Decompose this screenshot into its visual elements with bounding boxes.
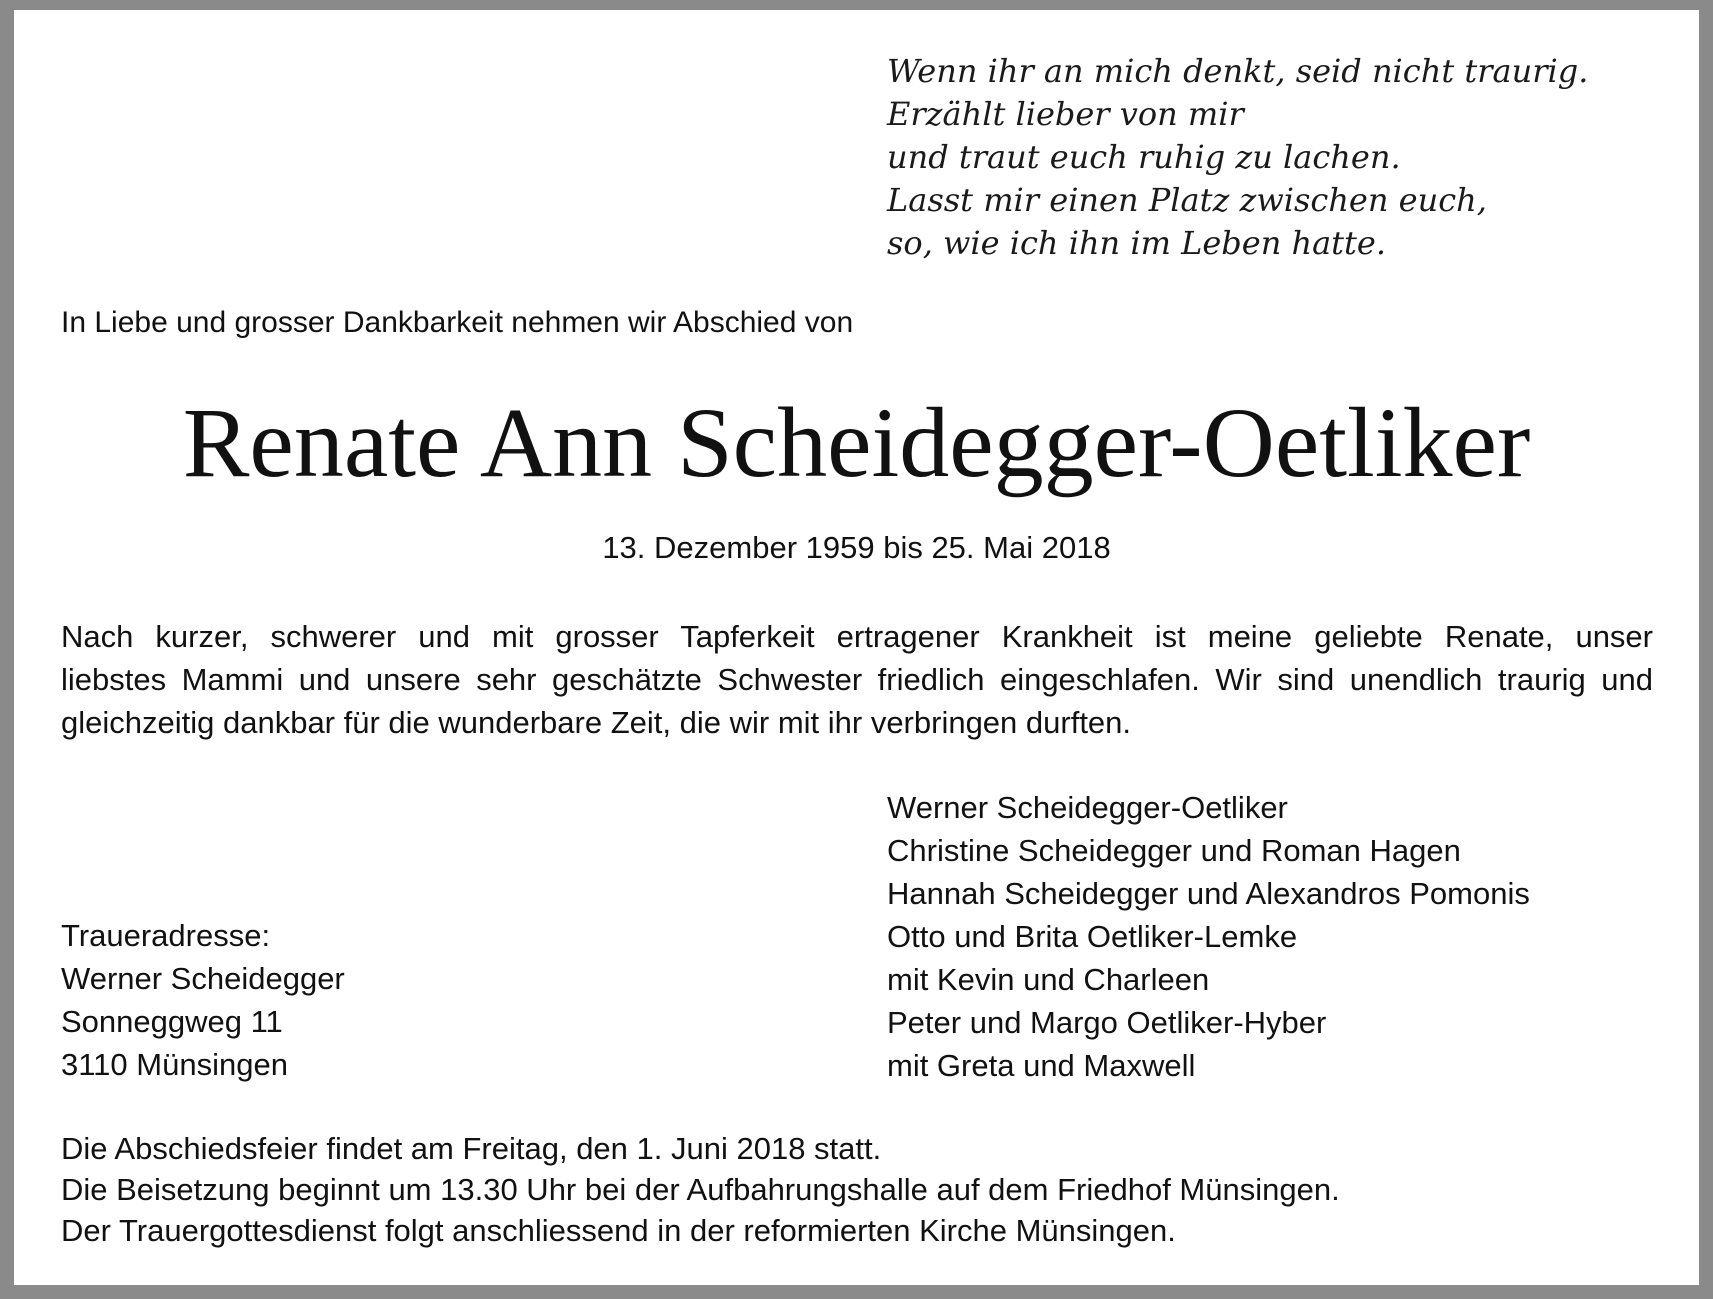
poem bbox=[887, 50, 1588, 265]
poem-line: Lasst mir einen Platz zwischen euch, bbox=[887, 181, 1487, 219]
address-street: Sonneggweg 11 bbox=[61, 1004, 283, 1039]
mourner-entry: Werner Scheidegger-Oetliker bbox=[887, 790, 1288, 825]
mourner-entry: mit Greta und Maxwell bbox=[887, 1048, 1196, 1083]
mourner-entry: Hannah Scheidegger und Alexandros Pomonis bbox=[887, 876, 1530, 911]
message-line: gleichzeitig dankbar für die wunderbare Zeit, die wir mit ihr verbringen durften. bbox=[61, 705, 1132, 740]
message-paragraph bbox=[61, 615, 1653, 744]
ceremony-info bbox=[61, 1128, 1340, 1251]
poem-line: und traut euch ruhig zu lachen. bbox=[887, 138, 1401, 176]
address-name: Werner Scheidegger bbox=[61, 961, 345, 996]
message-line: liebstes Mammi und unsere sehr geschätzte Schwester friedlich eingeschlafen. Wir sind unendlich traurig und bbox=[61, 662, 1653, 697]
mourner-entry: mit Kevin und Charleen bbox=[887, 962, 1210, 997]
mourner-entry: Otto und Brita Oetliker-Lemke bbox=[887, 919, 1298, 954]
intro-text: In Liebe und grosser Dankbarkeit nehmen wir Abschied von bbox=[61, 306, 854, 339]
life-dates: 13. Dezember 1959 bis 25. Mai 2018 bbox=[602, 530, 1111, 565]
deceased-name: Renate Ann Scheidegger-Oetliker bbox=[182, 387, 1531, 498]
mourner-entry: Christine Scheidegger und Roman Hagen bbox=[887, 833, 1461, 868]
address-city: 3110 Münsingen bbox=[61, 1047, 288, 1082]
mourner-entry: Peter und Margo Oetliker-Hyber bbox=[887, 1005, 1327, 1040]
poem-line: Wenn ihr an mich denkt, seid nicht traurig. bbox=[887, 52, 1589, 90]
ceremony-line: Der Trauergottesdienst folgt anschliessend in der reformierten Kirche Münsingen. bbox=[61, 1213, 1176, 1248]
message-line: Nach kurzer, schwerer und mit grosser Tapferkeit ertragener Krankheit ist meine geliebte Renate, unser bbox=[61, 619, 1653, 654]
obituary-page bbox=[14, 10, 1699, 1285]
ceremony-line: Die Beisetzung beginnt um 13.30 Uhr bei der Aufbahrungshalle auf dem Friedhof Münsingen. bbox=[61, 1172, 1340, 1207]
poem-line: so, wie ich ihn im Leben hatte. bbox=[887, 224, 1386, 262]
ceremony-line: Die Abschiedsfeier findet am Freitag, den 1. Juni 2018 statt. bbox=[61, 1131, 882, 1166]
mourners-list bbox=[887, 786, 1530, 1087]
address-label: Traueradresse: bbox=[61, 918, 271, 953]
poem-line: Erzählt lieber von mir bbox=[887, 95, 1244, 133]
mourning-address bbox=[61, 914, 345, 1086]
